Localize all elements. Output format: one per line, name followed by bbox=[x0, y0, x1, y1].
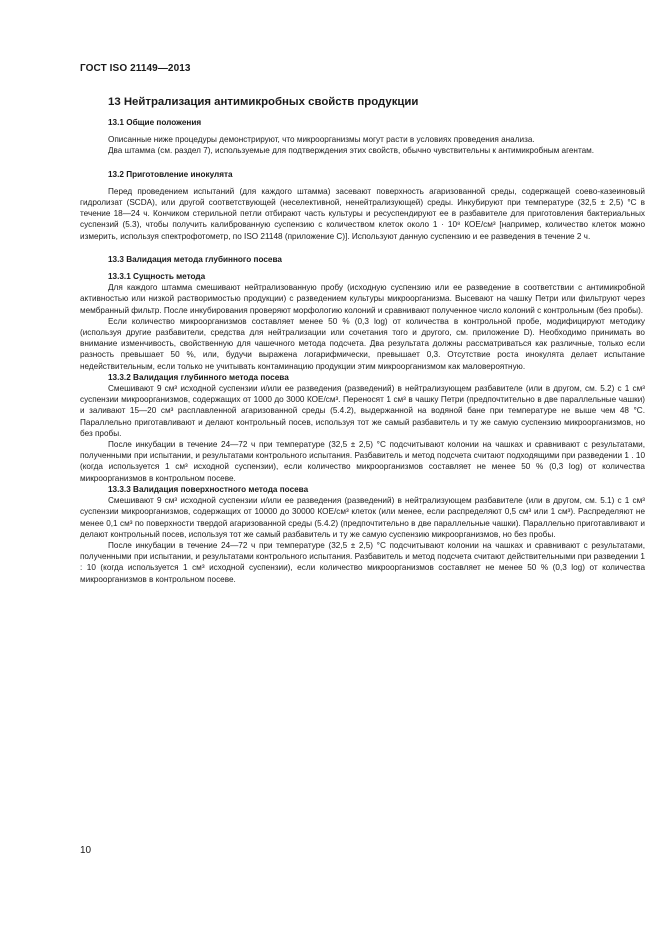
paragraph: Описанные ниже процедуры демонстрируют, что микроорганизмы могут расти в условиях проведения анализа. bbox=[108, 135, 535, 145]
document-header: ГОСТ ISO 21149—2013 bbox=[80, 63, 191, 74]
page-number: 10 bbox=[80, 845, 92, 856]
paragraph: Перед проведением испытаний (для каждого штамма) засевают поверхность агаризованной среды, содержащей соево-казеиновый гидролизат (SCDA), или другой соответствующей (неселективной, ненейтрализующей) среды. Инкубируют при температуре (32,5 ± 2,5) °C в течение 18—24 ч. Кончиком стерильной петли отбирают часть культуры и ресуспендируют ее в разбавителе для приготовления бактериальных суспензий (5.3), чтобы получить калиброванную суспензию с количеством клеток около 1 · 10⁸ КОЕ/см³ [например, количество клеток можно измерить, используя спектрофотометр, по ISO 21148 (приложение С)]. Используют данную суспензию и ее разведения в течение 2 ч. bbox=[80, 186, 645, 241]
paragraph: Смешивают 9 см³ исходной суспензии и/или ее разведения (разведений) в нейтрализующем разбавителе (или в другом, см. 5.1) с 1 см³ суспензии микроорганизмов, содержащих от 10000 до 30000 КОЕ/см³ клеток (или менее, если распределяют 0,5 см³ или 1 см³). Распределяют не менее 0,1 см³ по поверхности твердой агаризованной среды (5.4.2) (предпочтительно в две параллельные чашки). Параллельно приготавливают и делают контрольный посев, используя тот же самый разбавитель и ту же самую суспензию микроорганизмов, но без пробы. bbox=[80, 496, 645, 539]
paragraph: После инкубации в течение 24—72 ч при температуре (32,5 ± 2,5) °C подсчитывают колонии на чашках и сравнивают с результатами, полученными при испытании, и результатами контрольного испытания. Разбавитель и метод подсчета считают действительными при разведении 1 : 10 (когда используется 1 см³ исходной суспензии), если количество микроорганизмов составляет не менее 50 % (0,3 log) от количества микроорганизмов в контрольном посеве. bbox=[80, 540, 645, 584]
section-13-3-3-heading: 13.3.3 Валидация поверхностного метода посева bbox=[108, 484, 309, 494]
section-13-2-heading: 13.2 Приготовление инокулята bbox=[108, 169, 233, 179]
paragraph: Для каждого штамма смешивают нейтрализованную пробу (исходную суспензию или ее разведение в соответствии с антимикробной активностью или низкой растворимостью продукции) с разведением культуры микроорганизма. Высевают на чашку Петри или фильтруют через мембранный фильтр. После инкубирования проверяют морфологию колоний и сравнивают полученное число колоний с контрольным (без пробы). bbox=[80, 283, 645, 315]
document-body bbox=[80, 90, 645, 585]
section-13-3-2-heading: 13.3.2 Валидация глубинного метода посева bbox=[108, 372, 289, 382]
section-13-3-heading: 13.3 Валидация метода глубинного посева bbox=[108, 254, 282, 264]
paragraph: Смешивают 9 см³ исходной суспензии и/или ее разведения (разведений) в нейтрализующем разбавителе (или в другом, см. 5.2) с 1 см³ суспензии микроорганизмов, содержащих от 1000 до 3000 КОЕ/см³. Переносят 1 см³ в чашку Петри (предпочтительно в две параллельные чашки) и заливают 15—20 см³ расплавленной агаризованной среды (5.4.2), выдержанной на водяной бане при температуре не выше чем 48 °C. Параллельно приготавливают и делают контрольный посев, используя тот же самый разбавитель и ту же самую суспензию микроорганизмов, но без пробы. bbox=[80, 384, 645, 438]
paragraph: После инкубации в течение 24—72 ч при температуре (32,5 ± 2,5) °C подсчитывают колонии на чашках и сравнивают с результатами, полученными при испытании, и результатами контрольного испытания. Разбавитель и метод подсчета считают подходящими при разведении 1 . 10 (когда используется 1 см³ исходной суспензии), если количество микроорганизмов составляет не менее 50 % (0,3 log) от количества микроорганизмов в контрольном посеве. bbox=[80, 440, 645, 483]
section-13-heading: 13 Нейтрализация антимикробных свойств продукции bbox=[108, 96, 419, 108]
section-13-1-heading: 13.1 Общие положения bbox=[108, 118, 202, 127]
paragraph: Если количество микроорганизмов составляет менее 50 % (0,3 log) от количества в контрольной пробе, модифицируют методику (используя другие разбавители, средства для нейтрализации или сочетания того и другого, см. приложение D). Необходимо принимать во внимание изменчивость, свойственную для чашечного метода подсчета. Два результата должны рассматриваться как различные, только если разность превышает 50 %, или, будучи выражена логарифмически, превышает 0,3. Отсутствие роста инокулята делает испытание недействительным, если только не учитывать контаминацию продукции этим микроорганизмом как маловероятную. bbox=[80, 316, 645, 371]
paragraph: Два штамма (см. раздел 7), используемые для подтверждения этих свойств, обычно чувствительны к антимикробным агентам. bbox=[108, 146, 595, 156]
section-13-3-1-heading: 13.3.1 Сущность метода bbox=[108, 272, 206, 282]
